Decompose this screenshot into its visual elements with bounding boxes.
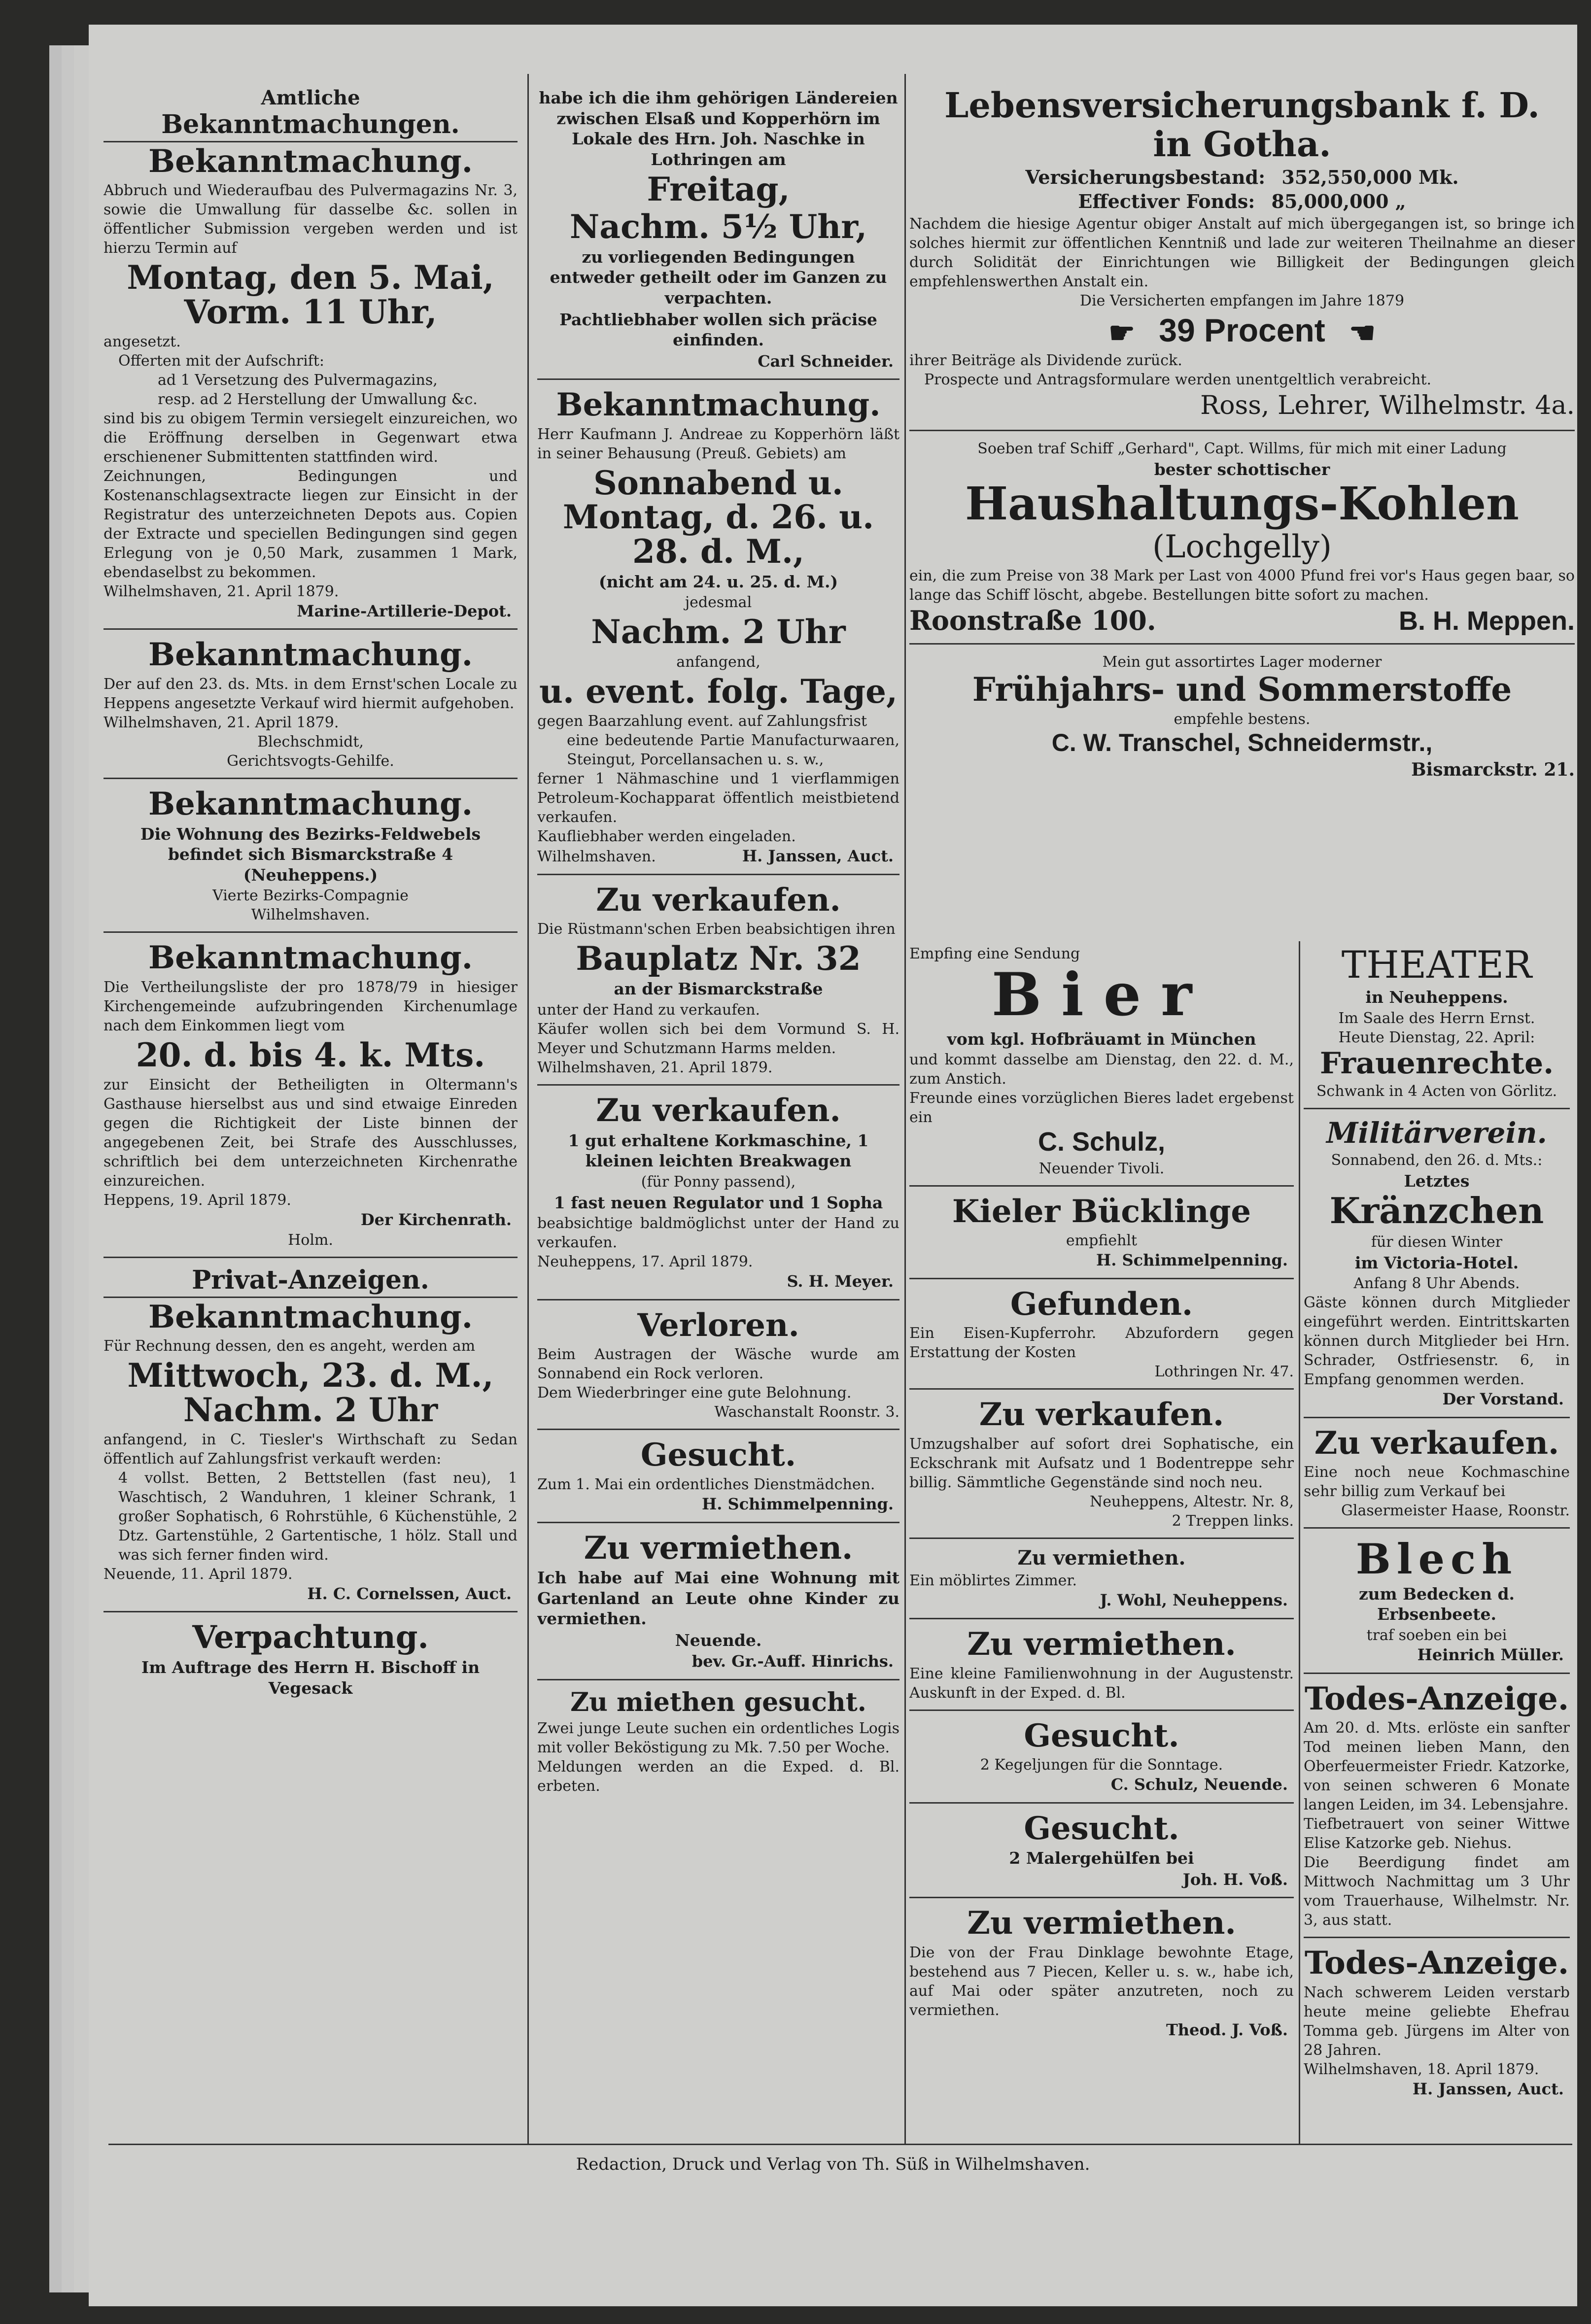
ad-zu-vermiethen [537,1528,899,1680]
ad-heading: Zu vermiethen. [1017,1546,1186,1570]
ad-verloren [537,1305,899,1431]
ad-zu-vermiethen [909,1544,1294,1619]
ad-heading: Bekanntmachung. [556,386,881,424]
ad-heading: Zu verkaufen. [596,881,841,919]
ad-text: (nicht am 24. u. 25. d. M.) [598,572,838,591]
ad-text: Neuende, 11. April 1879. [104,1565,293,1583]
ad-signature: Marine-Artillerie-Depot. [297,601,512,620]
column-rule [1299,941,1300,2144]
ad-text: zum Bedecken d. Erbsenbeete. [1358,1584,1515,1624]
ad-name: C. W. Transchel, Schneidermstr., [1051,728,1433,756]
ad-text-large: u. event. folg. Tage, [539,672,898,711]
ad-text: Empfing eine Sendung [909,945,1080,962]
ad-text: jedesmal [685,594,752,612]
ad-heading: Bier [991,960,1212,1029]
ad-text: Die Beerdigung findet am Mittwoch Nachmittag um 3 Uhr vom Trauerhause, Wilhelmstr. Nr. 3, aus statt. [1304,1854,1570,1929]
ad-text: Ein Eisen-Kupferrohr. Abzufordern gegen Erstattung der Kosten [909,1325,1294,1362]
ad-text: Waschanstalt Roonstr. 3. [714,1403,899,1421]
ad-date: Sonnabend u. Montag, d. 26. u. 28. d. M., [562,463,874,571]
ad-signature: H. Janssen, Auct. [742,847,894,865]
ad-heading: Bekanntmachung. [148,785,473,822]
ad-heading: in Gotha. [1153,123,1331,165]
column-4 [1304,941,1570,2111]
ad-signature: H. Schimmelpenning. [1096,1251,1288,1270]
ad-signature: Carl Schneider. [758,351,894,371]
ad-value: 85,000,000 „ [1271,190,1406,213]
ad-signature: bev. Gr.-Auff. Hinrichs. [692,1652,894,1671]
ad-text: Herr Kaufmann J. Andreae zu Kopperhörn läßt in seiner Behausung (Preuß. Gebiets) am [537,425,899,462]
ad-time: Nachm. 2 Uhr [591,613,846,651]
ad-heading: Zu verkaufen. [1314,1424,1559,1462]
ad-text: zur Einsicht der Betheiligten in Oltermann's Gasthause hierselbst aus und sind etwaige Einreden gegen die Richtigkeit der Liste binnen der angegebenen Zeit, bei Strafe des Ausschlusses, schriftlich bei dem unterzeichneten Kirchenrathe einzureichen. [104,1076,518,1190]
ad-place: Wilhelmshaven. [537,848,656,865]
ad-figure-row [909,190,1575,213]
ad-value: 352,550,000 Mk. [1281,166,1459,188]
ad-text: 1 fast neuen Regulator und 1 Sopha [553,1193,883,1212]
ad-text: Die Vertheilungsliste der pro 1878/79 in hiesiger Kirchengemeinde aufzubringenden Kirchenumlage nach dem Einkommen liegt vom [104,978,518,1034]
ad-text: vom kgl. Hofbräuamt in München [947,1029,1256,1049]
ad-text: Mein gut assortirtes Lager moderner [1102,653,1382,671]
ad-heading: Frühjahrs- und Sommerstoffe [972,670,1512,709]
ad-text: Abbruch und Wiederaufbau des Pulvermagazins Nr. 3, sowie die Umwallung für dasselbe &c. sollen in öffentlicher Submission vergeben werden und ist hierzu Termin auf [104,182,518,257]
ad-text: Neuender Tivoli. [1038,1160,1165,1177]
ad-heading: Zu verkaufen. [979,1396,1224,1434]
ad-heading: Zu verkaufen. [596,1092,841,1129]
ad-heading: Todes-Anzeige. [1304,1945,1569,1982]
ad-blech [1304,1534,1570,1674]
ad-text: Zwei junge Leute suchen ein ordentliches Logis mit voller Beköstigung zu Mk. 7.50 per Woche. [537,1720,899,1757]
ad-text: Zum 1. Mai ein ordentliches Dienstmädchen. [537,1475,875,1493]
ad-text: Heppens, 19. April 1879. [104,1192,291,1209]
ad-zu-verkaufen [909,1395,1294,1539]
ad-text: Pachtliebhaber wollen sich präcise einfinden. [559,309,877,350]
ad-text: Neuheppens, 17. April 1879. [537,1253,753,1271]
ad-text: Letztes [1404,1171,1470,1191]
ad-text: ad 1 Versetzung des Pulvermagazins, [158,371,438,389]
ad-zu-verkaufen [1304,1423,1570,1529]
ad-text: Glasermeister Haase, Roonstr. [1341,1502,1570,1520]
ad-text: Anfang 8 Uhr Abends. [1353,1275,1520,1293]
ad-signature: Ross, Lehrer, Wilhelmstr. 4a. [1200,390,1575,420]
ad-text: Neuheppens, Altestr. Nr. 8, [1090,1493,1294,1510]
ad-signature: Joh. H. Voß. [1182,1870,1288,1889]
ad-text: in Neuheppens. [1365,988,1508,1007]
ad-stoffe [909,649,1575,788]
ad-text: Wilhelmshaven, 21. April 1879. [104,582,339,600]
ad-heading: Militärverein. [1326,1116,1547,1150]
ad-text: Beim Austragen der Wäsche wurde am Sonnabend ein Rock verloren. [537,1346,899,1383]
ad-figure-row [909,166,1575,189]
ad-heading: Zu vermiethen. [967,1625,1236,1663]
ad-heading: Todes-Anzeige. [1304,1680,1569,1717]
ad-text: und kommt dasselbe am Dienstag, den 22. d. M., zum Anstich. [909,1051,1294,1088]
ad-signature: H. Janssen, Auct. [1412,2079,1564,2098]
ad-text: (für Ponny passend), [641,1173,796,1191]
ad-time: Nachm. 5½ Uhr, [569,207,867,246]
ad-text: 2 Kegeljungen für die Sonntage. [980,1756,1223,1774]
ad-text: Umzugshalber auf sofort drei Sophatische, ein Eckschrank mit Aufsatz und 1 Bodentreppe sehr billig. Sämmtliche Gegenstände sind noch neu. [909,1435,1294,1491]
ad-text: Lothringen Nr. 47. [1154,1363,1294,1381]
ad-title: Frauenrechte. [1319,1046,1554,1081]
ad-signature: Der Kirchenrath. [360,1210,512,1230]
ad-text: Eine noch neue Kochmaschine sehr billig zum Verkauf bei [1304,1464,1570,1501]
ad-text: sind bis zu obigem Termin versiegelt einzureichen, wo die Eröffnung derselben in Gegenwart etwa erschienener Submittenten stattfinden wird. [104,410,518,466]
ad-signature: H. C. Cornelssen, Auct. [307,1584,512,1603]
ad-address: Roonstraße 100. [909,605,1156,637]
ad-text: Meldungen werden an die Exped. d. Bl. erbeten. [537,1758,899,1795]
ad-heading: Kieler Bücklinge [952,1193,1251,1230]
ad-procent-row [909,313,1575,348]
ad-text: Vierte Bezirks-Compagnie [212,887,409,905]
section-title-small: Amtliche [261,86,360,109]
ad-heading: Gesucht. [1024,1810,1179,1847]
ad-date: Mittwoch, 23. d. M., Nachm. 2 Uhr [127,1356,494,1429]
ad-text: Die Versicherten empfangen im Jahre 1879 [1079,292,1405,310]
ad-date: 20. d. bis 4. k. Mts. [136,1035,485,1074]
ad-signature: S. H. Meyer. [787,1272,894,1291]
ad-text: Blechschmidt, [257,733,364,751]
ad-bekanntmachung [537,385,899,875]
ad-text: Eine kleine Familienwohnung in der Augustenstr. Auskunft in der Exped. d. Bl. [909,1665,1294,1702]
ad-text: Sonnabend, den 26. d. Mts.: [1331,1152,1543,1169]
ad-day: Freitag, [647,170,790,209]
ad-zu-miethen-gesucht [537,1685,899,1803]
ad-signature: J. Wohl, Neuheppens. [1100,1591,1288,1610]
ad-verpachtung-cont [537,84,899,380]
ad-text: Tiefbetrauert von seiner Wittwe Elise Katzorke geb. Niehus. [1304,1815,1570,1852]
ad-text: Prospecte und Antragsformulare werden unentgeltlich verabreicht. [924,371,1432,388]
ad-text: empfiehlt [1066,1232,1138,1250]
imprint: Redaction, Druck und Verlag von Th. Süß in Wilhelmshaven. [576,2154,1090,2174]
ad-text: Gerichtsvogts-Gehilfe. [227,752,394,770]
ad-zu-vermiethen [909,1903,1294,2047]
ad-text: Nachdem die hiesige Agentur obiger Anstalt auf mich übergegangen ist, so bringe ich solches hiermit zur öffentlichen Kenntniß und lade zur weiteren Theilnahme an dieser durch Solidität der Einrichtungen wie Billigkeit der Bedingungen gleich empfehlenswerthen Anstalt ein. [909,215,1575,291]
ad-heading: Gesucht. [1024,1717,1179,1754]
ad-kohlen [909,436,1575,645]
ad-todesanzeige [1304,1679,1570,1939]
ad-text: Ein möblirtes Zimmer. [909,1572,1077,1590]
column-rule [527,74,529,2144]
section-title: Bekanntmachungen. [104,111,518,142]
column-3-lower [909,941,1294,2052]
ad-footer-row [909,605,1575,636]
ad-bekanntmachung [104,635,518,779]
ad-text: unter der Hand zu verkaufen. [537,1001,761,1019]
pointing-hand-right-icon: ☛ [1108,316,1135,349]
ad-text: eine bedeutende Partie Manufacturwaaren, Steingut, Porcellansachen u. s. w., [567,732,899,768]
ad-footer-row [537,846,899,867]
ad-text: 2 Treppen links. [1172,1512,1294,1530]
ad-text: im Victoria-Hotel. [1354,1253,1519,1272]
ad-text: ein, die zum Preise von 38 Mark per Last von 4000 Pfund frei vor's Haus gegen baar, so lange das Schiff löscht, abgebe. Bestellungen bitte sofort zu machen. [909,567,1575,604]
column-3 [909,84,1575,793]
ad-text: an der Bismarckstraße [614,979,823,999]
ad-gesucht [909,1716,1294,1804]
ad-zu-verkaufen [537,880,899,1086]
ad-signature: Holm. [288,1231,333,1249]
ad-text: Für Rechnung dessen, den es angeht, werden am [104,1337,476,1355]
ad-text: Im Saale des Herrn Ernst. [1338,1009,1535,1027]
ad-signature: H. Schimmelpenning. [702,1494,894,1513]
ad-date: Montag, den 5. Mai, Vorm. 11 Uhr, [127,258,494,331]
ad-text: empfehle bestens. [1174,710,1311,728]
ad-signature: Der Vorstand. [1442,1390,1564,1409]
ad-subheading: (Lochgelly) [1152,528,1332,565]
ad-signature: Theod. J. Voß. [1166,2020,1288,2039]
ad-bier [909,941,1294,1187]
ad-text: Kaufliebhaber werden eingeladen. [537,828,796,845]
ad-text: Ich habe auf Mai eine Wohnung mit Gartenland an Leute ohne Kinder zu vermiethen. [537,1568,899,1629]
ad-text: Die Rüstmann'schen Erben beabsichtigen ihren [537,921,896,938]
ad-title: Kränzchen [1329,1189,1544,1231]
ad-signature: Heinrich Müller. [1417,1645,1564,1664]
pointing-hand-left-icon: ☚ [1349,316,1376,349]
ad-lebensversicherung [909,84,1575,431]
ad-text: 1 gut erhaltene Korkmaschine, 1 kleinen leichten Breakwagen [568,1130,869,1171]
ad-text: ferner 1 Nähmaschine und 1 vierflammigen Petroleum-Kochapparat öffentlich meistbietend verkaufen. [537,770,899,826]
ad-heading: Verloren. [637,1306,799,1344]
ad-heading: Blech [1355,1535,1518,1584]
ad-heading: Verpachtung. [192,1619,429,1656]
ad-privat [104,1263,518,1613]
ad-text: ihrer Beiträge als Dividende zurück. [909,351,1182,369]
ad-heading: Haushaltungs-Kohlen [965,477,1519,531]
ad-heading: Zu vermiethen. [584,1529,853,1567]
ad-bekanntmachung [104,784,518,933]
footer-rule [108,2144,1572,2145]
column-rule [904,74,906,2144]
ad-heading: Bekanntmachung. [148,142,473,180]
ad-text: Wilhelmshaven, 21. April 1879. [104,714,339,731]
ad-text: 2 Malergehülfen bei [1009,1848,1194,1868]
ad-text: Gäste können durch Mitglieder eingeführt werden. Eintrittskarten können durch Mitglieder bei Hrn. Schrader, Ostfriesenstr. 6, in Empfang genommen werden. [1304,1294,1570,1389]
ad-text: gegen Baarzahlung event. auf Zahlungsfrist [537,713,867,730]
ad-address: Bismarckstr. 21. [1411,759,1575,780]
ad-heading: Gesucht. [640,1436,796,1474]
ad-text: Der auf den 23. ds. Mts. in dem Ernst'schen Locale zu Heppens angesetzte Verkauf wird hiermit aufgehoben. [104,675,518,712]
ad-buecklinge [909,1192,1294,1279]
ad-text: Soeben traf Schiff „Gerhard", Capt. Willms, für mich mit einer Ladung [977,440,1507,457]
ad-text: Zeichnungen, Bedingungen und Kostenanschlagsextracte liegen zur Einsicht in der Registratur des unterzeichneten Depots aus. Copien der Extracte und speciellen Bedingungen sind gegen Erlegung von je 0,50 Mark, zusammen 1 Mark, ebendaselbst zu bekommen. [104,467,518,581]
ad-procent: 39 Procent [1159,312,1325,349]
ad-label: Versicherungsbestand: [1025,166,1266,188]
section-title: Privat-Anzeigen. [104,1267,518,1298]
ad-text: für diesen Winter [1371,1233,1503,1251]
ad-todesanzeige [1304,1943,1570,2106]
ad-heading: Lebensversicherungsbank f. D. [944,85,1540,126]
ad-text: Schwank in 4 Acten von Görlitz. [1316,1083,1557,1100]
ad-text: Wilhelmshaven, 21. April 1879. [537,1059,773,1077]
ad-text: Käufer wollen sich bei dem Vormund S. H. Meyer und Schutzmann Harms melden. [537,1021,899,1058]
ad-signature: C. Schulz, Neuende. [1110,1775,1288,1794]
ad-text: Die Wohnung des Bezirks-Feldwebels befindet sich Bismarckstraße 4 (Neuheppens.) [140,824,481,885]
ad-text: Heute Dienstag, 22. April: [1338,1028,1535,1046]
ad-text: beabsichtige baldmöglichst unter der Hand zu verkaufen. [537,1215,899,1252]
ad-gesucht [537,1435,899,1523]
ad-text: Nach schwerem Leiden verstarb heute meine geliebte Ehefrau Tomma geb. Jürgens im Alter von 28 Jahren. [1304,1983,1570,2059]
ad-label: Effectiver Fonds: [1078,190,1255,213]
ad-heading: Bekanntmachung. [148,1298,473,1335]
ad-text: Am 20. d. Mts. erlöste ein sanfter Tod meinen lieben Mann, den Oberfeuermeister Friedr. Katzorke, von seinen schweren 6 Monate langen Leiden, im 34. Lebensjahre. [1304,1719,1570,1814]
ad-heading: Zu miethen gesucht. [570,1687,866,1718]
ad-text: Wilhelmshaven. [251,906,370,924]
ad-heading: Bekanntmachung. [148,939,473,977]
ad-text: Im Auftrage des Herrn H. Bischoff in Vegesack [141,1658,480,1698]
ad-text: Neuende. [675,1630,762,1650]
ad-text: 4 vollst. Betten, 2 Bettstellen (fast neu), 1 Waschtisch, 2 Wanduhren, 1 kleiner Schrank, 1 großer Sophatisch, 6 Rohrstühle, 6 Küchenstühle, 2 Dtz. Gartenstühle, 2 Gartentische, 1 hölz. Stall und was sich ferner finden wird. [118,1469,518,1564]
ad-text: resp. ad 2 Herstellung der Umwallung &c. [158,390,478,408]
ad-text: Wilhelmshaven, 18. April 1879. [1304,2060,1539,2078]
ad-text: traf soeben ein bei [1366,1627,1507,1644]
ad-name: C. Schulz, [1038,1127,1166,1157]
ad-militaerverein [1304,1114,1570,1418]
ad-text: bester schottischer [1154,459,1330,479]
ad-text: Dem Wiederbringer eine gute Belohnung. [537,1384,852,1402]
ad-gefunden [909,1284,1294,1390]
ad-text-large: Bauplatz Nr. 32 [576,939,861,978]
ad-zu-vermiethen [909,1624,1294,1711]
ad-text: angesetzt. [104,333,181,350]
column-1 [104,84,518,1711]
ad-heading: Gefunden. [1010,1285,1193,1323]
ad-heading: THEATER [1341,943,1532,987]
ad-text: Freunde eines vorzüglichen Bieres ladet ergebenst ein [909,1090,1294,1127]
ad-heading: Zu vermiethen. [967,1905,1236,1942]
ad-bekanntmachung [104,938,518,1258]
ad-zu-verkaufen [537,1091,899,1300]
ad-heading: Bekanntmachung. [148,636,473,674]
ad-text: anfangend, [676,653,761,671]
ad-text: habe ich die ihm gehörigen Ländereien zwischen Elsaß und Kopperhörn im Lokale des Hrn. Joh. Naschke in Lothringen am [539,88,898,169]
ad-text: Offerten mit der Aufschrift: [118,352,324,370]
ad-amtliche [104,84,518,630]
column-2 [537,84,899,1808]
ad-gesucht [909,1809,1294,1899]
ad-text: Die von der Frau Dinklage bewohnte Etage, bestehend aus 7 Piecen, Keller u. s. w., habe ich, auf Mai oder später anzutreten, noch zu vermiethen. [909,1944,1294,2019]
ad-theater [1304,941,1570,1109]
ad-name: B. H. Meppen. [1398,606,1575,636]
ad-text: anfangend, in C. Tiesler's Wirthschaft zu Sedan öffentlich auf Zahlungsfrist verkauft werden: [104,1431,518,1468]
ad-verpachtung [104,1617,518,1706]
ad-text: zu vorliegenden Bedingungen entweder getheilt oder im Ganzen zu verpachten. [550,247,887,308]
